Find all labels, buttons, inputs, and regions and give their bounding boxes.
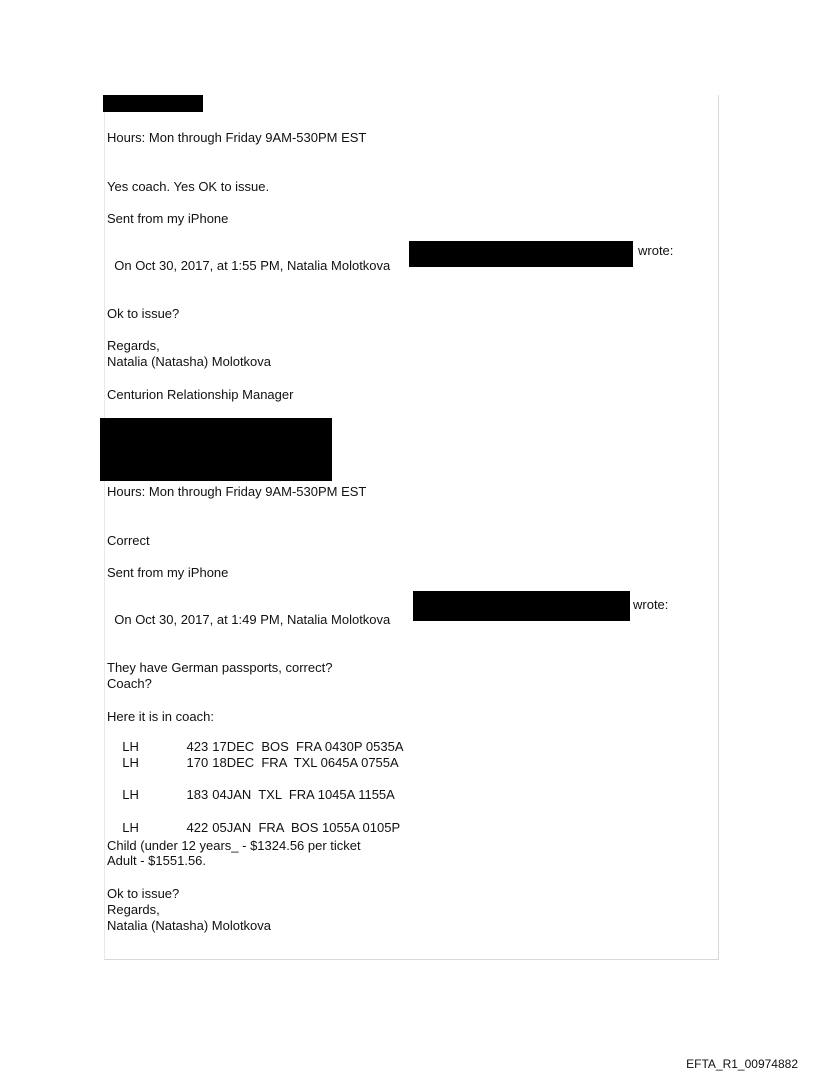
document-id: EFTA_R1_00974882 [686,1057,798,1071]
quote-header [107,243,390,273]
flight-row [115,740,399,770]
coach-question: Coach? [107,676,152,691]
flight-airline: LH [122,820,139,835]
redaction-block [100,418,332,481]
signature-regards: Regards, [107,338,160,353]
hours-line: Hours: Mon through Friday 9AM-530PM EST [107,484,367,499]
flight-details: 17DEC BOS FRA 0430P 0535A [212,739,404,754]
redaction-block [103,95,203,112]
quote-header [107,597,390,627]
quote-header-wrote: wrote: [638,243,674,258]
redaction-block [409,241,633,267]
passports-question: They have German passports, correct? [107,660,333,675]
ok-to-issue: Ok to issue? [107,886,180,901]
reply-message: Correct [107,533,150,548]
flight-number: 423 [186,739,209,754]
itinerary-intro: Here it is in coach: [107,709,214,724]
price-adult: Adult - $1551.56. [107,853,207,868]
flight-airline: LH [122,787,139,802]
quote-header-text: On Oct 30, 2017, at 1:49 PM, Natalia Molotkova [114,612,391,627]
quote-header-text: On Oct 30, 2017, at 1:55 PM, Natalia Molotkova [114,258,391,273]
flight-row [115,805,400,835]
flight-number: 422 [186,820,209,835]
reply-message: Yes coach. Yes OK to issue. [107,179,270,194]
flight-details: 18DEC FRA TXL 0645A 0755A [212,755,399,770]
ok-to-issue: Ok to issue? [107,306,180,321]
flight-row [115,772,395,802]
flight-number: 183 [186,787,209,802]
signature-name: Natalia (Natasha) Molotkova [107,918,272,933]
sent-from-line: Sent from my iPhone [107,211,229,226]
quote-header-wrote: wrote: [633,597,669,612]
flight-airline: LH [122,755,139,770]
flight-number: 170 [186,755,209,770]
flight-airline: LH [122,739,139,754]
sent-from-line: Sent from my iPhone [107,565,229,580]
flight-details: 04JAN TXL FRA 1045A 1155A [212,787,395,802]
signature-title: Centurion Relationship Manager [107,387,294,402]
signature-name: Natalia (Natasha) Molotkova [107,354,272,369]
signature-regards: Regards, [107,902,160,917]
flight-details: 05JAN FRA BOS 1055A 0105P [212,820,401,835]
price-child: Child (under 12 years_ - $1324.56 per ticket [107,838,361,853]
hours-line: Hours: Mon through Friday 9AM-530PM EST [107,130,367,145]
redaction-block [413,591,630,621]
